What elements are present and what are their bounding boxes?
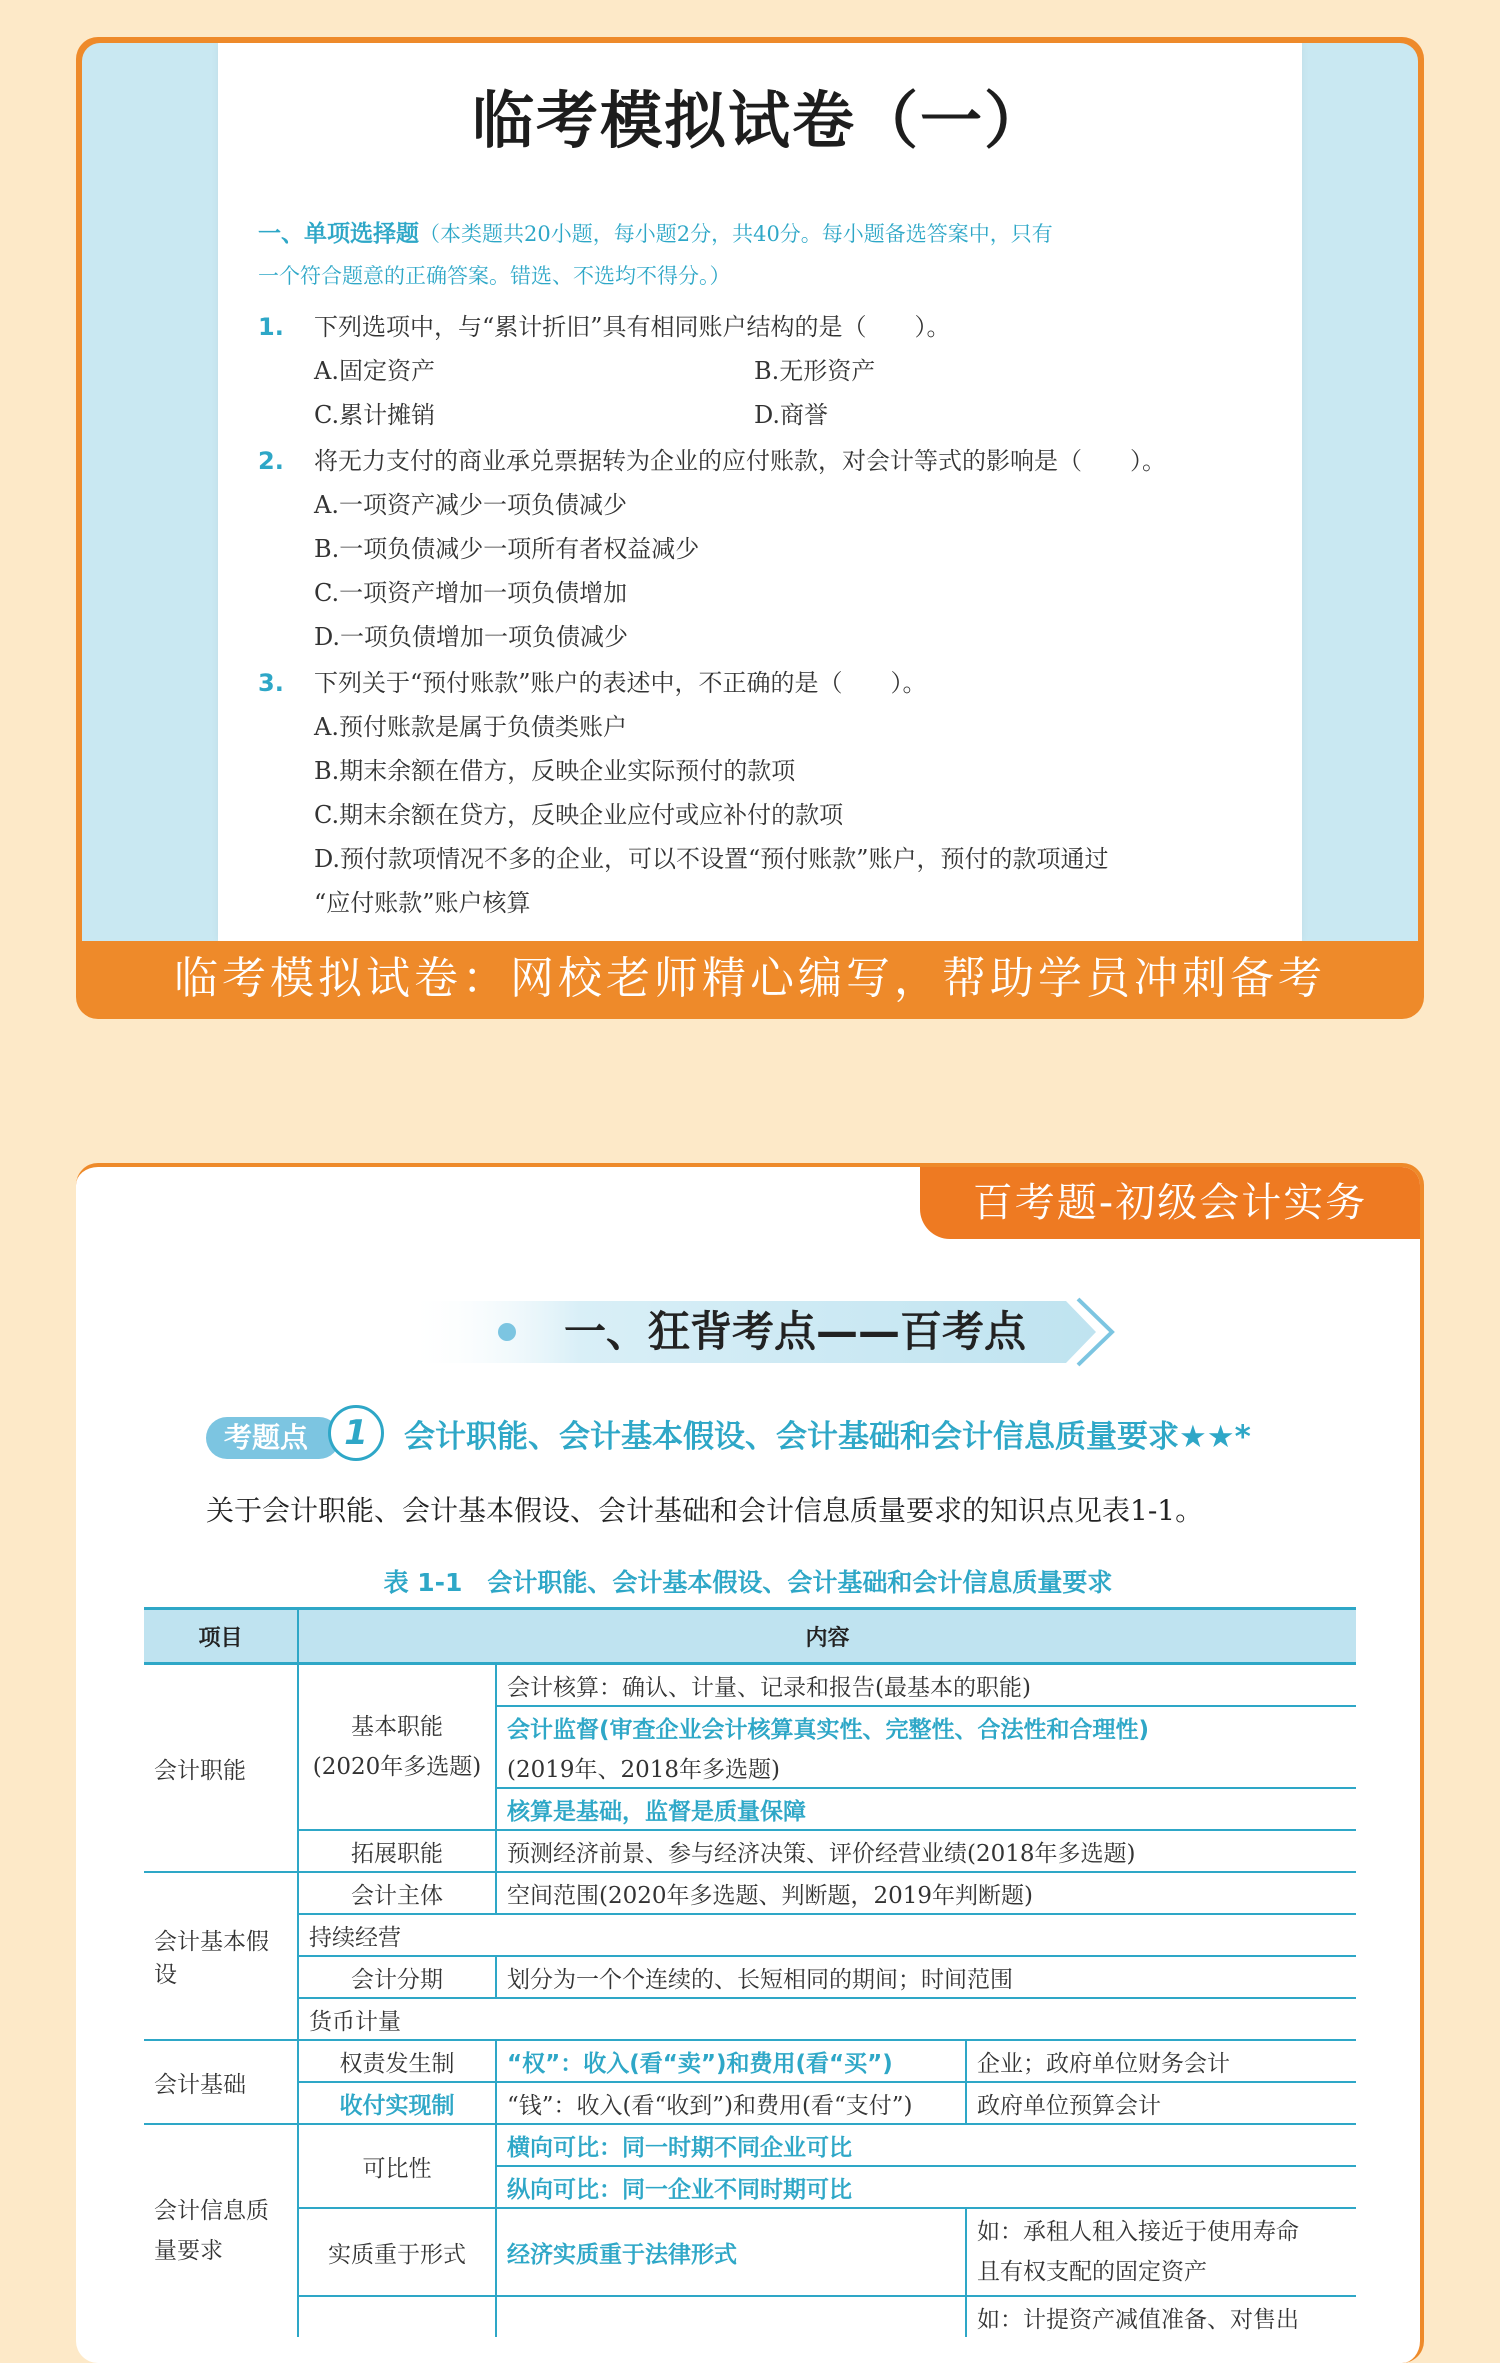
knowledge-point-badge: 考题点 (206, 1417, 340, 1459)
option-d: D.商誉 (754, 401, 829, 429)
cell: 如：计提资产减值准备、对售出 (966, 2296, 1356, 2337)
cell-ext-function: 拓展职能 (298, 1830, 496, 1872)
header-content: 内容 (298, 1609, 1356, 1664)
option-a: A.一项资产减少一项负债减少 (314, 491, 627, 519)
book-tag: 百考题-初级会计实务 (920, 1167, 1420, 1239)
section-title: 一、狂背考点——百考点 (564, 1307, 1027, 1356)
cell: 企业；政府单位财务会计 (966, 2040, 1356, 2082)
question-stem: 将无力支付的商业承兑票据转为企业的应付账款，对会计等式的影响是（ ）。 (314, 447, 1166, 475)
paper-title: 临考模拟试卷（一） (471, 84, 1048, 157)
exam-paper-card (76, 37, 1424, 1019)
knowledge-card (76, 1163, 1424, 2363)
option-b: B.一项负债减少一项所有者权益减少 (314, 535, 700, 563)
cell: 横向可比：同一时期不同企业可比 (496, 2124, 1356, 2166)
row-label-assumption: 会计基本假设 (144, 1872, 298, 2040)
intro-text: 关于会计职能、会计基本假设、会计基础和会计信息质量要求的知识点见表1-1。 (206, 1494, 1204, 1527)
option-a: A.固定资产 (314, 357, 435, 385)
option-d: D.预付款项情况不多的企业，可以不设置“预付账款”账户，预付的款项通过 (314, 845, 1109, 873)
ribbon-dot (498, 1323, 516, 1341)
cell: (2019年、2018年多选题) (496, 1747, 1356, 1788)
cell: “钱”：收入(看“收到”)和费用(看“支付”) (496, 2082, 966, 2124)
question-number: 2. (258, 447, 284, 475)
option-d: D.一项负债增加一项负债减少 (314, 623, 629, 651)
cell-basic-function: 基本职能 (2020年多选题) (298, 1664, 496, 1831)
cell: 收付实现制 (298, 2082, 496, 2124)
question-number: 3. (258, 669, 284, 697)
cell: 会计监督(审查企业会计核算真实性、完整性、合法性和合理性) (496, 1706, 1356, 1747)
knowledge-table (144, 1607, 1356, 2337)
exam-banner: 临考模拟试卷：网校老师精心编写，帮助学员冲刺备考 (174, 953, 1326, 1004)
cell: 预测经济前景、参与经济决策、评价经营业绩(2018年多选题) (496, 1830, 1356, 1872)
cell (496, 2296, 966, 2337)
cell: 会计主体 (298, 1872, 496, 1914)
question-stem: 下列关于“预付账款”账户的表述中，不正确的是（ ）。 (314, 669, 927, 697)
cell: 如：承租人租入接近于使用寿命 且有权支配的固定资产 (966, 2208, 1356, 2296)
exam-paper-frame (82, 43, 1418, 941)
section-note-2: 一个符合题意的正确答案。错选、不选均不得分。） (258, 264, 731, 288)
cell: 经济实质重于法律形式 (496, 2208, 966, 2296)
cell: 纵向可比：同一企业不同时期可比 (496, 2166, 1356, 2208)
cell: 持续经营 (298, 1914, 1356, 1956)
option-c: C.期末余额在贷方，反映企业应付或应补付的款项 (314, 801, 844, 829)
table-caption: 表 1-1 会计职能、会计基本假设、会计基础和会计信息质量要求 (383, 1568, 1113, 1597)
option-b: B.无形资产 (754, 357, 876, 385)
section-note: （本类题共20小题，每小题2分，共40分。每小题备选答案中，只有 (419, 222, 1053, 246)
row-label-quality: 会计信息质量要求 (154, 2198, 269, 2264)
cell (298, 2296, 496, 2337)
cell: 权责发生制 (298, 2040, 496, 2082)
cell: 实质重于形式 (298, 2208, 496, 2296)
cell: 会计分期 (298, 1956, 496, 1998)
section-label: 一、单项选择题 (258, 221, 419, 247)
cell: 货币计量 (298, 1998, 1356, 2040)
option-b: B.期末余额在借方，反映企业实际预付的款项 (314, 757, 796, 785)
exam-paper (218, 43, 1302, 941)
option-a: A.预付账款是属于负债类账户 (314, 713, 627, 741)
cell: “权”：收入(看“卖”)和费用(看“买”) (496, 2040, 966, 2082)
question-stem: 下列选项中，与“累计折旧”具有相同账户结构的是（ ）。 (314, 313, 951, 341)
knowledge-point-title: 会计职能、会计基本假设、会计基础和会计信息质量要求★★* (404, 1419, 1251, 1455)
option-c: C.一项资产增加一项负债增加 (314, 579, 628, 607)
cell: 可比性 (298, 2124, 496, 2208)
cell: 核算是基础，监督是质量保障 (496, 1788, 1356, 1830)
cell: 空间范围(2020年多选题、判断题，2019年判断题) (496, 1872, 1356, 1914)
section-ribbon (406, 1297, 1116, 1367)
cell: 政府单位预算会计 (966, 2082, 1356, 2124)
knowledge-point-number: 1 (328, 1405, 384, 1461)
cell: 会计核算：确认、计量、记录和报告(最基本的职能) (496, 1664, 1356, 1707)
row-label-function: 会计职能 (144, 1664, 298, 1873)
option-d-continued: “应付账款”账户核算 (314, 889, 531, 917)
header-item: 项目 (144, 1609, 298, 1664)
section-heading (258, 213, 1268, 297)
question-number: 1. (258, 313, 284, 341)
row-label-basis: 会计基础 (144, 2040, 298, 2124)
cell: 划分为一个个连续的、长短相同的期间；时间范围 (496, 1956, 1356, 1998)
option-c: C.累计摊销 (314, 401, 436, 429)
